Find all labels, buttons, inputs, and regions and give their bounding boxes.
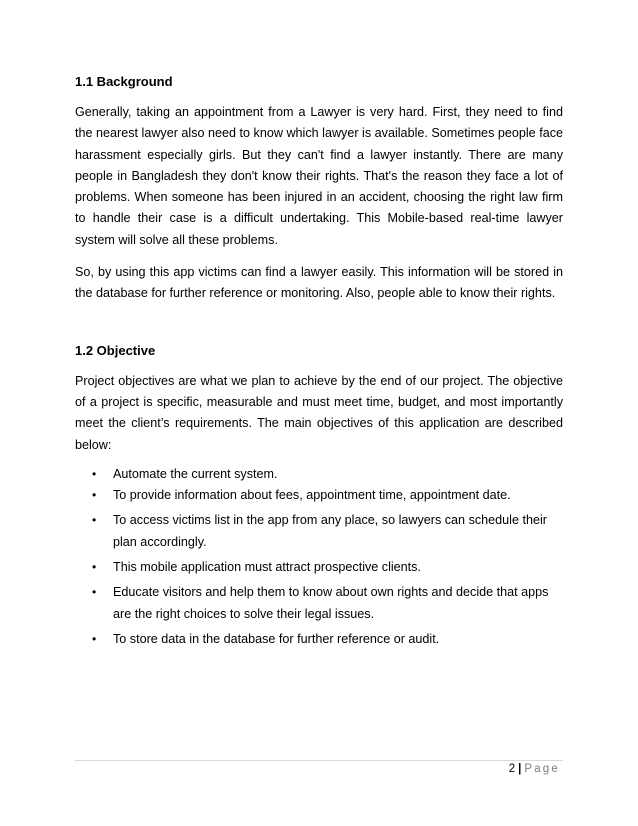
page-label: Page	[524, 763, 560, 775]
list-item	[75, 629, 563, 650]
section-heading-objective: 1.2 Objective	[75, 342, 156, 358]
list-item-text: To access victims list in the app from any place, so lawyers can schedule their plan accordingly.	[113, 513, 547, 549]
section-heading-background: 1.1 Background	[75, 74, 173, 89]
section-background	[75, 72, 563, 305]
page-number: 2	[508, 763, 516, 775]
bullet-icon: •	[92, 585, 97, 600]
footer-separator: |	[518, 763, 522, 775]
bullet-icon: •	[92, 631, 97, 646]
list-item-text: To store data in the database for further reference or audit.	[113, 631, 440, 646]
objective-bullet-list	[75, 464, 563, 650]
list-item	[75, 464, 563, 485]
bullet-icon: •	[92, 466, 97, 481]
list-item	[75, 582, 563, 625]
page-content	[75, 72, 563, 654]
bullet-icon: •	[92, 560, 97, 575]
list-item	[75, 485, 563, 506]
section-objective	[75, 341, 563, 651]
objective-intro-paragraph: Project objectives are what we plan to achieve by the end of our project. The objective of a project is specific, measurable and must meet time, budget, and most importantly meet the client’s requirements. The main objectives of this application are described below:	[75, 373, 563, 452]
bullet-icon: •	[92, 488, 97, 503]
list-item-text: Automate the current system.	[113, 466, 278, 481]
list-item	[75, 510, 563, 553]
page-footer	[509, 761, 560, 777]
list-item-text: Educate visitors and help them to know about own rights and decide that apps are the right choices to solve their legal issues.	[113, 585, 549, 621]
background-paragraph-2: So, by using this app victims can find a lawyer easily. This information will be stored in the database for further reference or monitoring. Also, people able to know their rights.	[75, 265, 563, 301]
footer-divider	[75, 760, 563, 761]
list-item	[75, 557, 563, 578]
list-item-text: To provide information about fees, appointment time, appointment date.	[113, 488, 511, 503]
bullet-icon: •	[92, 513, 97, 528]
background-paragraph-1: Generally, taking an appointment from a Lawyer is very hard. First, they need to find the nearest lawyer also need to know which lawyer is available. Sometimes people face harassment especially girls. But they can't find a lawyer instantly. There are many people in Bangladesh they don't know their rights. That's the reason they face a lot of problems. When someone has been injured in an accident, choosing the right law firm to handle their case is a difficult undertaking. This Mobile-based real-time lawyer system will solve all these problems.	[75, 105, 563, 247]
list-item-text: This mobile application must attract prospective clients.	[113, 560, 421, 575]
